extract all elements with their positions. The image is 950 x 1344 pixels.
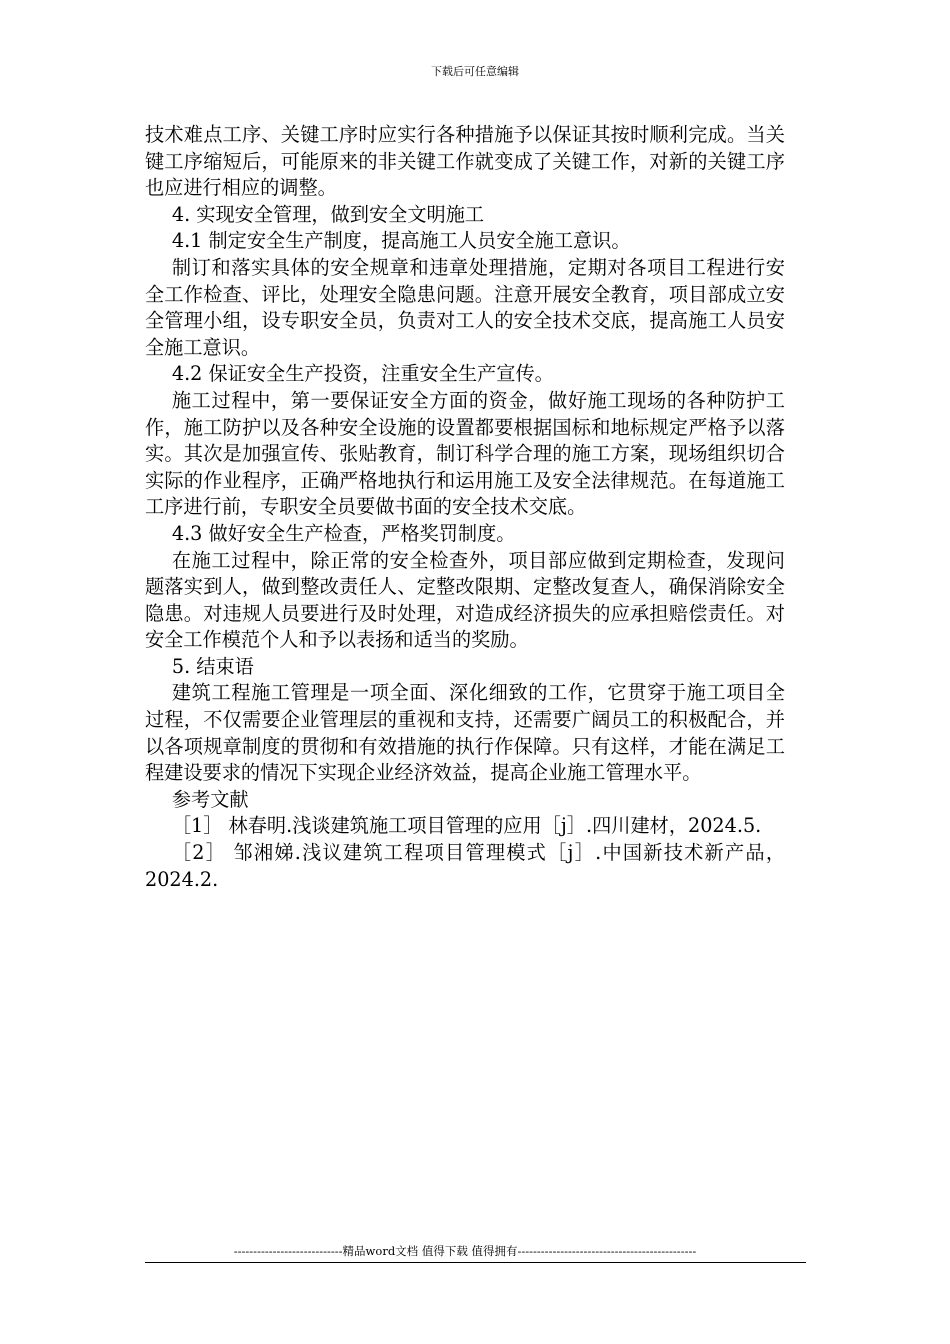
reference-item-1: ［1］ 林春明.浅谈建筑施工项目管理的应用［j］.四川建材，2024.5. — [171, 814, 762, 838]
paragraph-4-2-body: 施工过程中，第一要保证安全方面的资金，做好施工现场的各种防护工作，施工防护以及各种安全设施的设置都要根据国标和地标规定严格予以落实。其次是加强宣传、张贴教育，制订科学合理的施工方案，现场组织切合实际的作业程序，正确严格地执行和运用施工及安全法律规范。在每道施工工序进行前，专职安全员要做书面的安全技术交底。 — [145, 388, 785, 519]
paragraph-4-3-body: 在施工过程中，除正常的安全检查外，项目部应做到定期检查，发现问题落实到人，做到整改责任人、定整改限期、定整改复查人，确保消除安全隐患。对违规人员要进行及时处理，对造成经济损失的应承担赔偿责任。对安全工作模范个人和予以表扬和适当的奖励。 — [145, 548, 785, 652]
footer-divider — [145, 1262, 806, 1263]
reference-item-2: ［2］ 邹湘娣.浅议建筑工程项目管理模式［j］.中国新技术新产品，2024.2. — [145, 841, 785, 891]
page-footer-note: ----------------------------精品word文档 值得下载 值得拥有---------------------------------------------- — [233, 1244, 697, 1258]
section-heading-5: 5. 结束语 — [171, 654, 254, 678]
page-header-note: 下载后可任意编辑 — [431, 65, 519, 78]
document-body — [145, 122, 785, 893]
paragraph-4-1-body: 制订和落实具体的安全规章和违章处理措施，定期对各项目工程进行安全工作检查、评比，处理安全隐患问题。注意开展安全教育，项目部成立安全管理小组，设专职安全员，负责对工人的安全技术交底，提高施工人员安全施工意识。 — [145, 255, 785, 359]
subsection-heading-4-3: 4.3 做好安全生产检查，严格奖罚制度。 — [171, 521, 516, 545]
paragraph-conclusion: 建筑工程施工管理是一项全面、深化细致的工作，它贯穿于施工项目全过程，不仅需要企业管理层的重视和支持，还需要广阔员工的积极配合，并以各项规章制度的贯彻和有效措施的执行作保障。只有这样，才能在满足工程建设要求的情况下实现企业经济效益，提高企业施工管理水平。 — [145, 681, 785, 785]
subsection-heading-4-1: 4.1 制定安全生产制度，提高施工人员安全施工意识。 — [171, 229, 631, 253]
subsection-heading-4-2: 4.2 保证安全生产投资，注重安全生产宣传。 — [171, 362, 554, 386]
section-heading-4: 4. 实现安全管理，做到安全文明施工 — [171, 202, 485, 226]
references-heading: 参考文献 — [171, 787, 249, 811]
paragraph-continuation: 技术难点工序、关键工序时应实行各种措施予以保证其按时顺利完成。当关键工序缩短后，可能原来的非关键工作就变成了关键工作，对新的关键工序也应进行相应的调整。 — [145, 123, 785, 200]
